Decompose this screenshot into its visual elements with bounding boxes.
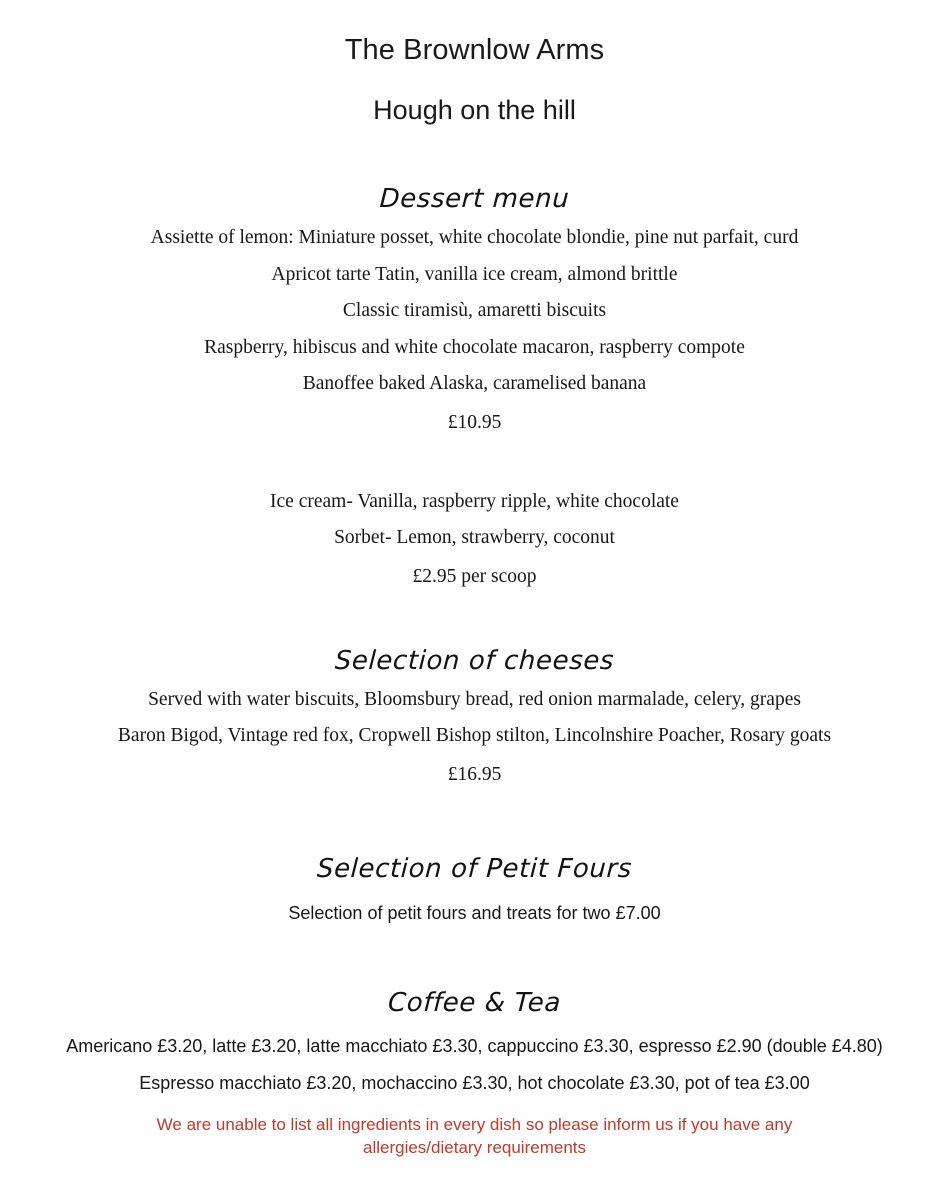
menu-item: Served with water biscuits, Bloomsbury bread, red onion marmalade, celery, grapes [148,688,801,710]
spacer-icecream-to-cheeses [0,588,949,646]
menu-item: Classic tiramisù, amaretti biscuits [342,300,607,322]
spacer-desserts-to-icecream [0,434,949,492]
spacer-before-dessert-price [0,394,949,412]
allergy-notice-line-1: We are unable to list all ingredients in every dish so please inform us if you have any [156,1114,793,1134]
section-heading-petit-fours: Selection of Petit Fours [316,853,633,884]
section-heading-desserts: Dessert menu [378,184,571,215]
spacer-cheeses-heading [0,676,949,690]
menu-item: Selection of petit fours and treats for two £7.00 [288,902,661,923]
spacer-before-cheese-price [0,746,949,764]
menu-item: Sorbet- Lemon, strawberry, coconut [334,527,615,549]
section-coffee-tea [0,988,949,1092]
venue-name: The Brownlow Arms [344,34,605,66]
allergy-notice-line-2: allergies/dietary requirements [363,1137,586,1157]
allergy-notice [135,1114,815,1160]
section-cheeses [0,646,949,786]
spacer-coffee-heading [0,1018,949,1037]
venue-location: Hough on the hill [373,94,576,125]
menu-item: Ice cream- Vanilla, raspberry ripple, white chocolate [270,490,679,512]
spacer-after-header [0,126,949,184]
section-price-cheeses: £16.95 [447,763,502,785]
menu-item: Apricot tarte Tatin, vanilla ice cream, almond brittle [271,263,678,285]
spacer-petitfours-heading [0,884,949,904]
section-heading-coffee-tea: Coffee & Tea [387,987,562,1018]
menu-item: Espresso macchiato £3.20, mochaccino £3.30, hot chocolate £3.30, pot of tea £3.00 [139,1072,810,1093]
menu-item: Assiette of lemon: Miniature posset, white chocolate blondie, pine nut parfait, curd [150,227,799,249]
section-desserts [0,184,949,434]
section-petit-fours [0,854,949,922]
section-price-desserts: £10.95 [447,411,502,433]
menu-item: Raspberry, hibiscus and white chocolate macaron, raspberry compote [204,336,745,358]
spacer-petitfours-to-coffee [0,922,949,988]
section-heading-cheeses: Selection of cheeses [334,645,615,676]
spacer-before-scoop-price [0,548,949,566]
menu-item: Baron Bigod, Vintage red fox, Cropwell Bishop stilton, Lincolnshire Poacher, Rosary goats [117,725,832,747]
menu-item: Banoffee baked Alaska, caramelised banana [302,373,647,395]
section-price-ice-cream: £2.95 per scoop [412,565,537,587]
spacer-before-allergy-notice [0,1092,949,1114]
spacer-cheeses-to-petitfours [0,786,949,854]
section-ice-cream-sorbet [0,492,949,588]
spacer-desserts-heading [0,214,949,228]
menu-item: Americano £3.20, latte £3.20, latte macchiato £3.30, cappuccino £3.30, espresso £2.90 (double £4.80) [66,1035,883,1056]
